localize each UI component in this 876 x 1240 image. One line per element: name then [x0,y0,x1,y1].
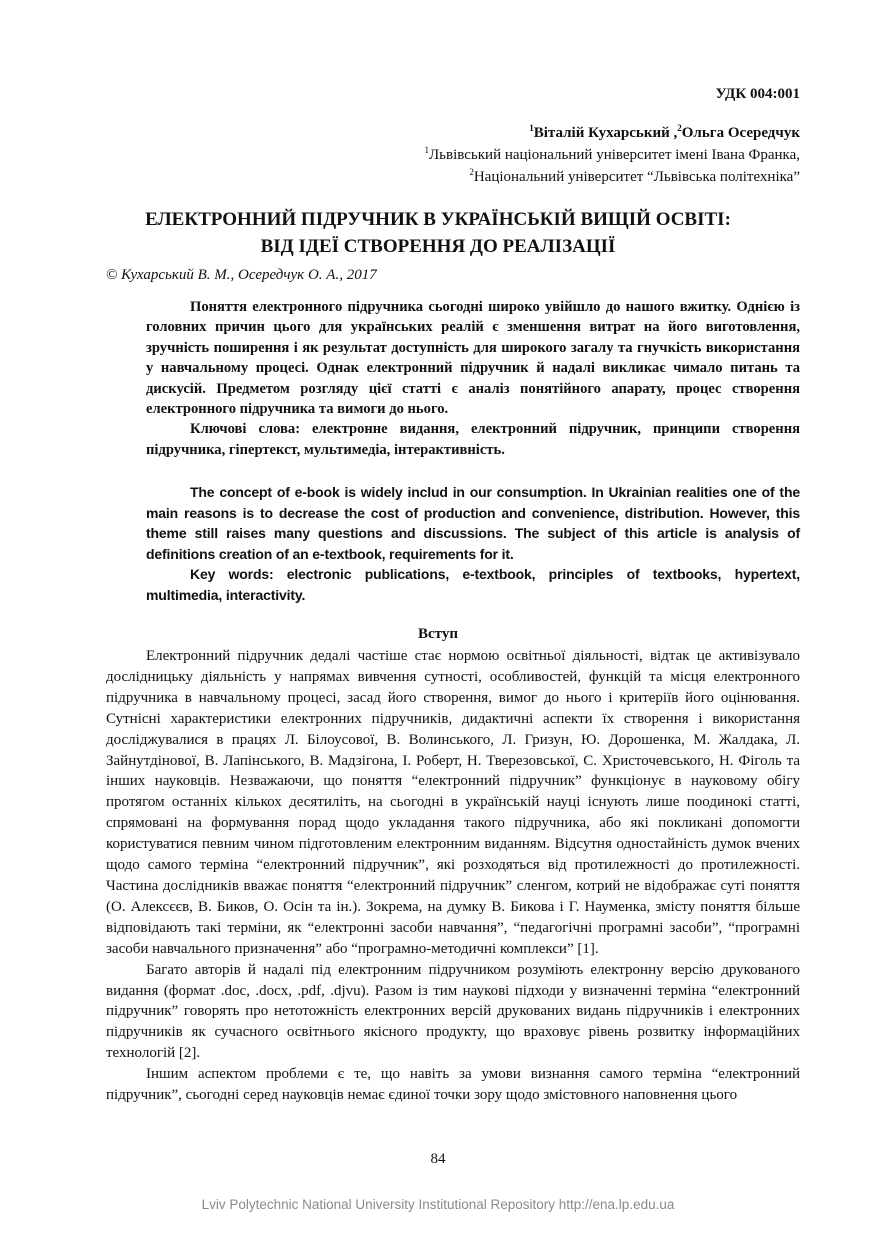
abstract-uk-text: Поняття електронного підручника сьогодні широко увійшло до нашого вжитку. Однією із головних причин цього для українських реалій є зменшення витрат на його виготовлення, зручність поширення і як результат доступність для широкого загалу та гнучкість використання у навчальному процесі. Однак електронний підручник й надалі викликає чимало питань та дискусій. Предметом розгляду цієї статті є аналіз понятійного апарату, процес створення електронного підручника та вимоги до нього. [146,299,800,418]
affil2-sup: 2 [469,167,474,177]
udk-code: УДК 004:001 [715,86,800,102]
body-text [106,646,800,1106]
author-block [425,122,801,188]
abstract-english [146,482,800,606]
title-line-1: ЕЛЕКТРОННИЙ ПІДРУЧНИК В УКРАЇНСЬКІЙ ВИЩІЙ ОСВІТІ: [145,209,731,230]
repository-footer: Lviv Polytechnic National University Institutional Repository http://ena.lp.edu.ua [201,1197,675,1212]
author-names [425,122,801,144]
body-paragraph: Іншим аспектом проблеми є те, що навіть за умови визнання самого терміна “електронний підручник”, сьогодні серед науковців немає єдиної точки зору щодо змістовного наповнення цього [106,1066,800,1104]
author1-name: Віталій Кухарський , [533,125,678,141]
affiliation-2 [425,166,801,188]
page-number: 84 [430,1151,446,1167]
author2-sup: 2 [677,123,682,133]
affil1-text: Львівський національний університет імені Івана Франка, [429,147,800,163]
affiliation-1 [425,144,801,166]
keywords-uk: Ключові слова: електронне видання, електронний підручник, принципи створення підручника, гіпертекст, мультимедіа, інтерактивність. [146,421,800,458]
title-line-2: ВІД ІДЕЇ СТВОРЕННЯ ДО РЕАЛІЗАЦІЇ [260,236,616,257]
abstract-ukrainian [146,297,800,460]
affil1-sup: 1 [424,145,429,155]
section-heading: Вступ [418,626,458,642]
author2-name: Ольга Осередчук [681,125,800,141]
body-paragraph: Багато авторів й надалі під електронним підручником розуміють електронну версію друкованого видання (формат .doc, .docx, .pdf, .djvu). Разом із тим наукові підходи у визначенні терміна “електронний підручник” говорять про нетотожність електронних версій друкованих видань підручників і електронних підручників як сучасного освітнього якісного продукту, що враховує рівень розвитку інформаційних технологій [2]. [106,961,800,1062]
copyright-line: © Кухарський В. М., Осередчук О. А., 2017 [106,267,377,283]
paper-title [76,206,800,260]
author1-sup: 1 [529,123,534,133]
abstract-en-text: The concept of e-book is widely includ in our consumption. In Ukrainian realities one of the main reasons is to decrease the cost of production and convenience, distribution. However, this theme still raises many questions and discussions. The subject of this article is analysis of definitions creation of an e-textbook, requirements for it. [146,484,800,562]
keywords-en: Key words: electronic publications, e-textbook, principles of textbooks, hypertext, multimedia, interactivity. [146,566,800,603]
body-paragraph: Електронний підручник дедалі частіше стає нормою освітньої діяльності, відтак це активізувало дослідницьку діяльність у напрямах вивчення сутності, особливостей, функцій та місця електронного підручника в навчальному процесі, засад його створення, вимог до нього і критеріїв його оцінювання. Сутнісні характеристики електронних підручників, дидактичні аспекти їх створення і використання досліджувалися в працях Л. Білоусової, В. Волинського, Л. Гризун, Ю. Дорошенка, М. Жалдака, Л. Зайнутдінової, В. Лапінського, В. Мадзігона, І. Роберт, Н. Тверезовської, С. Христочевського, Н. Фіголь та інших науковців. Незважаючи, що поняття “електронний підручник” функціонує в науковому обігу протягом останніх кількох десятиліть, на сьогодні в українській науці існують лише поодинокі статті, спрямовані на формування порад щодо укладання такого підручника, або які покликані допомогти користуватися певним чином підготовленим електронним виданням. Відсутня одностайність думок вчених щодо самого терміна “електронний підручник”, які розходяться від протилежності до протилежності. Частина дослідників вважає поняття “електронний підручник” сленгом, котрий не відображає суті поняття (О. Алексєєв, В. Биков, О. Осін та ін.). Зокрема, на думку В. Бикова і Г. Науменка, змісту поняття більше відповідають такі терміни, як “електронні засоби навчання”, “педагогічні програмні засоби”, “програмні засоби навчального призначення” або “програмно-методичні комплекси” [1]. [106,648,800,957]
affil2-text: Національний університет “Львівська політехніка” [473,169,800,185]
